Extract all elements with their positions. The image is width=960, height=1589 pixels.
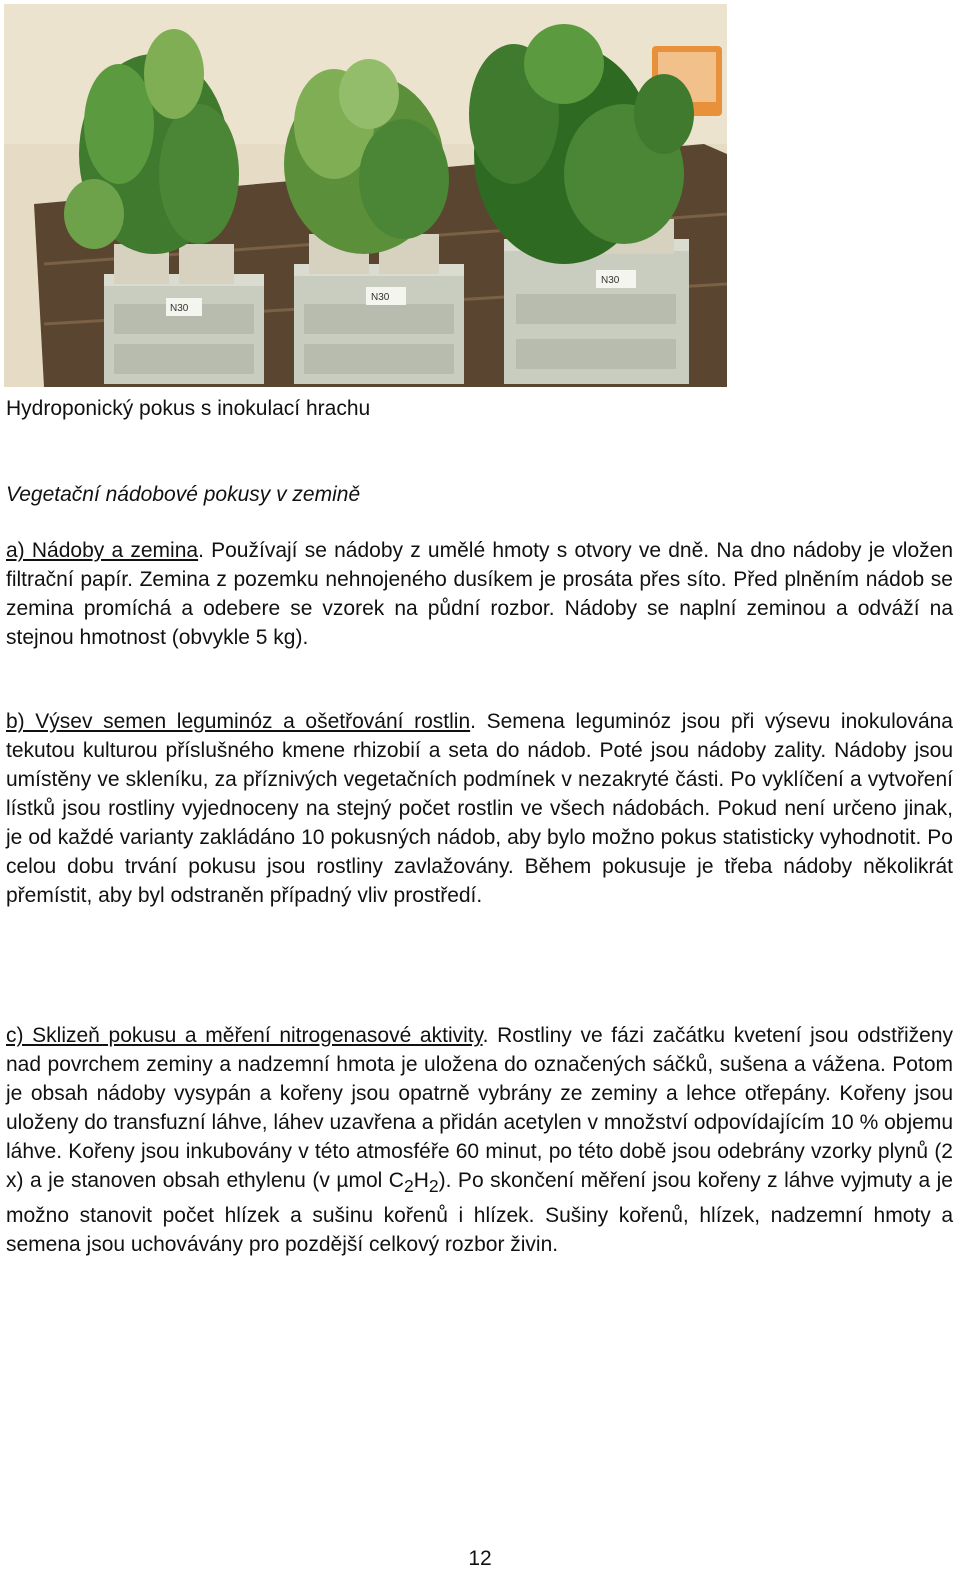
paragraph-c-text-2: H [413, 1169, 429, 1192]
tray-label-right: N30 [601, 275, 620, 286]
tray-middle [294, 234, 464, 384]
pea-trays-image [4, 4, 727, 387]
page-number: 12 [468, 1547, 492, 1570]
paragraph-b-lead: b) Výsev semen leguminóz a ošetřování rostlin [6, 710, 471, 733]
paragraph-b-text: . Semena leguminóz jsou při výsevu inokulována tekutou kulturou příslušného kmene rhizobií a seta do nádob. Poté jsou nádoby zality. Nádoby jsou umístěny ve skleníku, za příznivých vegetačních podmínek v nezakryté části. Po vyklíčení a vytvoření lístků jsou rostliny vyjednoceny na stejný počet rostlin ve všech nádobách. Pokud není určeno jinak, je od každé varianty zakládáno 10 pokusných nádob, aby bylo možno pokus statisticky vyhodnotit. Po celou dobu trvání pokusu jsou rostliny zavlažovány. Během pokusuje je třeba nádoby několikrát přemístit, aby byl odstraněn případný vliv prostředí. [6, 710, 953, 907]
paragraph-a [6, 536, 953, 652]
section-heading: Vegetační nádobové pokusy v zemině [6, 483, 361, 506]
paragraph-c-lead: c) Sklizeň pokusu a měření nitrogenasové aktivity [6, 1024, 483, 1047]
experiment-photo [4, 4, 727, 387]
subscript-hydrogen: 2 [428, 1176, 439, 1197]
tray-label-middle: N30 [371, 292, 390, 303]
paragraph-b [6, 707, 953, 910]
paragraph-c [6, 1021, 953, 1259]
paragraph-c-text-3: ). Po skončení měření jsou kořeny z láhve vyjmuty a je možno stanovit počet hlízek a sušinu kořenů i hlízek. Sušiny kořenů, hlízek, nadzemní hmoty a semena jsou uchovávány pro pozdější celkový rozbor živin. [6, 1169, 953, 1257]
paragraph-a-text: . Používají se nádoby z umělé hmoty s otvory ve dně. Na dno nádoby je vložen filtrační papír. Zemina z pozemku nehnojeného dusíkem je prosáta přes síto. Před plněním nádob se zemina promíchá a odebere se vzorek na půdní rozbor. Nádoby se naplní zeminou a odváží na stejnou hmotnost (obvykle 5 kg). [6, 539, 953, 649]
subscript-carbon: 2 [403, 1176, 414, 1197]
tray-label-left: N30 [170, 303, 189, 314]
paragraph-a-lead: a) Nádoby a zemina [6, 539, 199, 562]
paragraph-c-text-1: . Rostliny ve fázi začátku kvetení jsou odstřiženy nad povrchem zeminy a nadzemní hmota je uložena do označených sáčků, sušena a vážena. Potom je obsah nádoby vysypán a kořeny jsou opatrně vybrány ze zeminy a lehce otřepány. Kořeny jsou uloženy do transfuzní láhve, láhev uzavřena a přidán acetylen v množství odpovídajícím 10 % objemu láhve. Kořeny jsou inkubovány v této atmosféře 60 minut, po této době jsou odebrány vzorky plynů (2 x) a je stanoven obsah ethylenu (v µmol C [6, 1024, 953, 1192]
photo-caption: Hydroponický pokus s inokulací hrachu [6, 397, 371, 420]
